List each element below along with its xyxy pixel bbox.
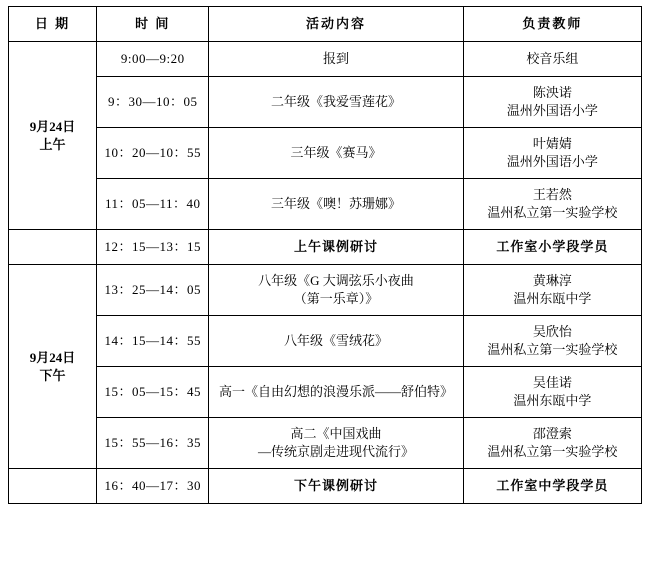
header-teacher: 负责教师 (463, 7, 641, 42)
table-row (9, 418, 642, 469)
time-cell: 13：25—14：05 (97, 265, 209, 316)
teacher-school: 温州外国语小学 (506, 154, 598, 169)
date-morning-line1: 9月24日 (29, 118, 76, 134)
teacher-cell (463, 367, 641, 418)
teacher-cell: 工作室中学段学员 (463, 469, 641, 504)
content-line-1: 八年级《G 大调弦乐小夜曲 (258, 273, 414, 289)
teacher-name: 叶婧婧 (532, 136, 572, 152)
teacher-cell (463, 316, 641, 367)
teacher-cell (463, 265, 641, 316)
date-afternoon-line1: 9月24日 (29, 349, 76, 365)
table-row (9, 367, 642, 418)
time-cell: 14：15—14：55 (97, 316, 209, 367)
teacher-name: 邵澄索 (532, 426, 572, 442)
schedule-table (8, 6, 642, 504)
table-row (9, 77, 642, 128)
content-cell: 八年级《雪绒花》 (209, 316, 463, 367)
content-cell: 上午课例研讨 (209, 230, 463, 265)
header-date: 日 期 (9, 7, 97, 42)
date-cell-empty (9, 469, 97, 504)
content-line-2: （第一乐章）》 (293, 291, 379, 306)
teacher-cell: 工作室小学段学员 (463, 230, 641, 265)
time-cell: 11：05—11：40 (97, 179, 209, 230)
teacher-school: 温州私立第一实验学校 (487, 205, 618, 220)
time-cell: 12：15—13：15 (97, 230, 209, 265)
date-afternoon-line2: 下午 (39, 367, 66, 383)
content-cell: 报到 (209, 42, 463, 77)
teacher-cell (463, 179, 641, 230)
content-cell (209, 418, 463, 469)
teacher-cell (463, 418, 641, 469)
table-row (9, 265, 642, 316)
date-morning-line2: 上午 (39, 136, 66, 152)
content-cell: 三年级《噢！苏珊娜》 (209, 179, 463, 230)
table-header-row (9, 7, 642, 42)
teacher-name: 吴欣怡 (532, 324, 572, 340)
teacher-school: 温州私立第一实验学校 (487, 342, 618, 357)
content-line-2: —传统京剧走进现代流行》 (257, 444, 414, 459)
content-cell: 下午课例研讨 (209, 469, 463, 504)
teacher-name: 陈泱诺 (532, 85, 572, 101)
teacher-cell: 校音乐组 (463, 42, 641, 77)
teacher-name: 吴佳诺 (532, 375, 572, 391)
time-cell: 10：20—10：55 (97, 128, 209, 179)
time-cell: 16：40—17：30 (97, 469, 209, 504)
teacher-school: 温州东瓯中学 (513, 291, 592, 306)
content-cell: 高一《自由幻想的浪漫乐派——舒伯特》 (209, 367, 463, 418)
teacher-school: 温州外国语小学 (506, 103, 598, 118)
table-row (9, 179, 642, 230)
table-row (9, 128, 642, 179)
table-row (9, 42, 642, 77)
teacher-school: 温州私立第一实验学校 (487, 444, 618, 459)
content-cell: 二年级《我爱雪莲花》 (209, 77, 463, 128)
content-cell: 三年级《赛马》 (209, 128, 463, 179)
teacher-name: 王若然 (532, 187, 572, 203)
teacher-name: 黄琳淳 (532, 273, 572, 289)
table-row-discussion-morning (9, 230, 642, 265)
header-time: 时 间 (97, 7, 209, 42)
date-cell-empty (9, 230, 97, 265)
header-content: 活动内容 (209, 7, 463, 42)
teacher-cell (463, 77, 641, 128)
teacher-cell (463, 128, 641, 179)
content-line-1: 高二《中国戏曲 (290, 426, 382, 442)
table-row-discussion-afternoon (9, 469, 642, 504)
date-cell-morning (9, 42, 97, 230)
teacher-school: 温州东瓯中学 (513, 393, 592, 408)
time-cell: 15：55—16：35 (97, 418, 209, 469)
time-cell: 15：05—15：45 (97, 367, 209, 418)
date-cell-afternoon (9, 265, 97, 469)
time-cell: 9：30—10：05 (97, 77, 209, 128)
table-row (9, 316, 642, 367)
content-cell (209, 265, 463, 316)
time-cell: 9:00—9:20 (97, 42, 209, 77)
